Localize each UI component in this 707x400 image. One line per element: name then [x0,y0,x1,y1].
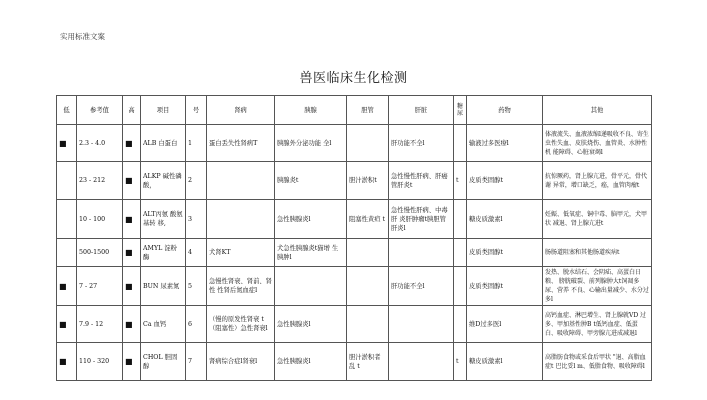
item-number: 4 [186,239,207,267]
drug-note: 糖皮质激素l [467,343,543,381]
test-item: Ca 血钙 [141,306,186,343]
table-row [57,239,652,267]
reference-range: 500-1500 [77,239,123,267]
test-item: CHOL 胆固醇 [141,343,186,381]
other-note: 妊娠、低氧症、铜中毒、脑甲元，犬甲状 减退、肾上腺亢进t [543,200,652,239]
drug-note: 皮质类固醇t [467,267,543,306]
table-header-row [57,96,652,125]
diabetes-note [454,125,467,162]
other-note: 高钙血症、淋巴增生、肾上腺就VD 过 多、甲加基性肿B t低钙血症、低蛋 白、吸收障碍、甲旁腺亢进成减退l [543,306,652,343]
drug-note: 糖皮质激素l [467,200,543,239]
item-number: 1 [186,125,207,162]
table-row [57,306,652,343]
high-flag: ■ [123,306,141,343]
col-header-item: 项目 [141,96,186,125]
liver-note: 肝功能不全l [389,267,454,306]
pancreas-note: 胰腺外分泌功能 全l [275,125,347,162]
drug-note: 维D过多医l [467,306,543,343]
drug-note: 皮质类固醇t [467,162,543,200]
test-item: ALKP 碱性磷酸， [141,162,186,200]
kidney-note: （慢的原发性肾衰 t （阻塞性）急性肾衰l [207,306,275,343]
low-flag: ■ [57,267,77,306]
other-note: 抗惊厥药，肾上腺亢进，骨平元，骨代谢 异常，增口缺乏，癌，血管肉瘤t [543,162,652,200]
reference-range: 110 - 320 [77,343,123,381]
bile-duct-note [347,306,389,343]
high-flag: ■ [123,239,141,267]
diabetes-note [454,200,467,239]
diabetes-note: t [454,343,467,381]
drug-note: 皮质类固醇t [467,239,543,267]
liver-note: 急性慢性肝病、肝癌 管肝炎t [389,162,454,200]
header-note: 实用标准文案 [60,32,105,41]
other-note: 肠肠道阻塞和其他肠道疾病t [543,239,652,267]
low-flag: ■ [57,306,77,343]
reference-range: 23 - 212 [77,162,123,200]
col-header-other: 其他 [543,96,652,125]
low-flag [57,200,77,239]
high-flag: ■ [123,267,141,306]
page-title: 兽医临床生化检测 [299,71,408,86]
high-flag: ■ [123,125,141,162]
kidney-note: 肾病综合症l肾衰l [207,343,275,381]
low-flag [57,162,77,200]
high-flag: ■ [123,162,141,200]
liver-note: 肝功能不全l [389,125,454,162]
pancreas-note: 犬急性胰腺炎t猫增 生胰肿l [275,239,347,267]
reference-range: 7 - 27 [77,267,123,306]
pancreas-note: 急性胰腺炎l [275,343,347,381]
high-flag: ■ [123,343,141,381]
col-header-low: 低 [57,96,77,125]
item-number: 3 [186,200,207,239]
kidney-note: 犬肾KT [207,239,275,267]
test-item: AMYL 淀粉酶 [141,239,186,267]
liver-note: 急性慢性肝病、中毒肝 炎肝肿瘤t胰胆管 肝炎l [389,200,454,239]
col-header-kidney: 肾病 [207,96,275,125]
table-row [57,267,652,306]
pancreas-note: 胰腺炎t [275,162,347,200]
test-item: BUN 尿素氮 [141,267,186,306]
diabetes-note: t [454,162,467,200]
kidney-note [207,162,275,200]
reference-range: 7.9 - 12 [77,306,123,343]
test-item: ALB 白蛋白 [141,125,186,162]
col-header-bile-duct: 胆管 [347,96,389,125]
liver-note [389,343,454,381]
bile-duct-note [347,125,389,162]
reference-range: 2.3 - 4.0 [77,125,123,162]
table-row [57,343,652,381]
diabetes-note [454,267,467,306]
kidney-note: 急慢性肾衰、肾前、肾性 性肾后氮血症l [207,267,275,306]
table-row [57,200,652,239]
low-flag: ■ [57,343,77,381]
bile-duct-note [347,239,389,267]
col-header-reference: 参考值 [77,96,123,125]
other-note: 发热、脱水结石、会阴疝、高蛋白日粮、 膀胱破裂、前列腺肿大t饲凋多尿、营养 不良、心输出量减少、水分过多l [543,267,652,306]
drug-note: 输液过多医療l [467,125,543,162]
bile-duct-note: 阻塞性黄疸 t [347,200,389,239]
table-row [57,125,652,162]
col-header-number: 号 [186,96,207,125]
bile-duct-note [347,267,389,306]
item-number: 2 [186,162,207,200]
col-header-liver: 肝脏 [389,96,454,125]
diabetes-note [454,306,467,343]
col-header-high: 高 [123,96,141,125]
item-number: 7 [186,343,207,381]
other-note: 体液流失、血液浓缩l递吸收不良、寄生 虫性失血、皮肤烧伤、血管炎、水肿性机 能障碍、心脏衰竭l [543,125,652,162]
high-flag: ■ [123,200,141,239]
col-header-diabetes: 糖尿 [454,96,467,125]
item-number: 6 [186,306,207,343]
low-flag [57,239,77,267]
col-header-drug: 药物 [467,96,543,125]
kidney-note [207,200,275,239]
table-row [57,162,652,200]
bile-duct-note: 胆汁淤积者 乱 t [347,343,389,381]
col-header-pancreas: 胰腺 [275,96,347,125]
pancreas-note [275,267,347,306]
lab-reference-table [56,95,652,381]
pancreas-note: 急性胰腺炎l [275,200,347,239]
other-note: 高脂肪食物或采食后甲状 "退、高脂血 症t 巴比妥l m、低脂食物、吸收障碍l [543,343,652,381]
low-flag: ■ [57,125,77,162]
diabetes-note [454,239,467,267]
test-item: ALT丙氨 酸氨基转 移, [141,200,186,239]
kidney-note: 蛋白丢失性肾病T [207,125,275,162]
liver-note [389,306,454,343]
bile-duct-note: 胆汁淤积t [347,162,389,200]
reference-range: 10 - 100 [77,200,123,239]
pancreas-note: 急性胰腺炎l [275,306,347,343]
liver-note [389,239,454,267]
item-number: 5 [186,267,207,306]
